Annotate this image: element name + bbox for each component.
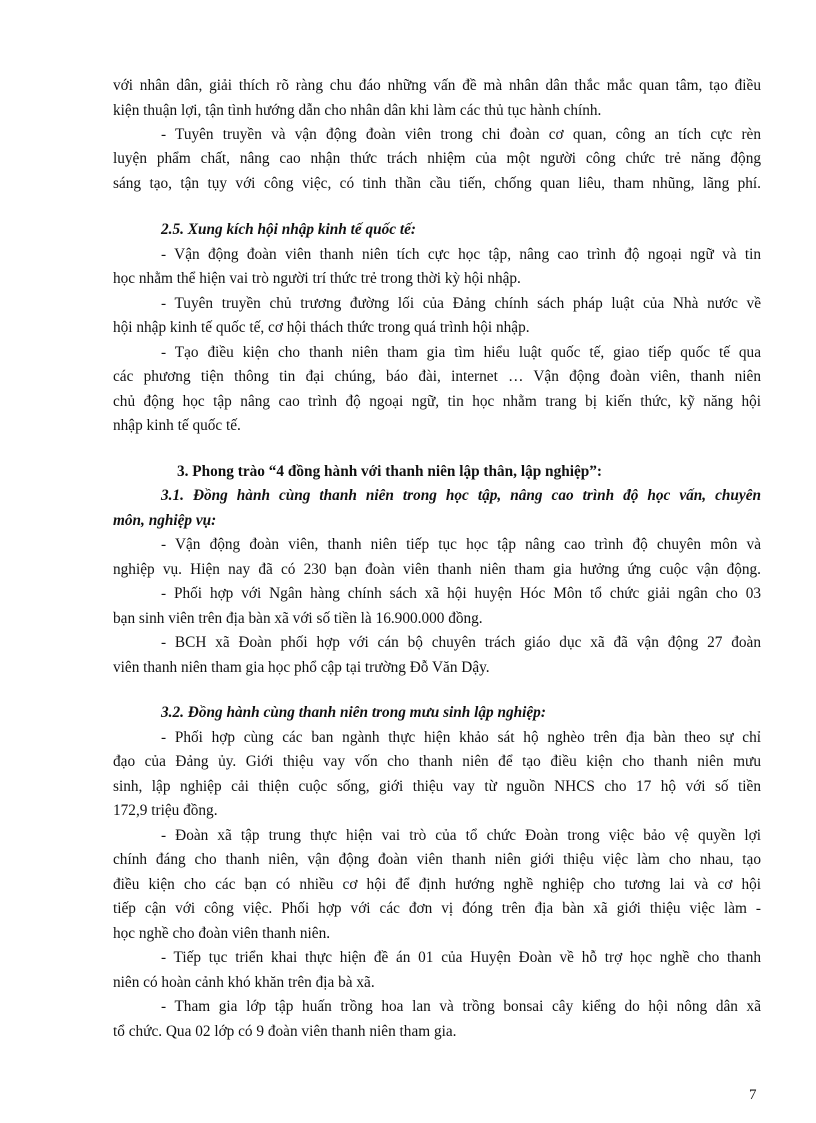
text-line: 172,9 triệu đồng.: [113, 802, 218, 819]
text-line: luyện phẩm chất, nâng cao nhận thức trách nhiệm của một người công chức trẻ năng động: [113, 150, 761, 167]
text-line: các phương tiện thông tin đại chúng, báo đài, internet … Vận động đoàn viên, thanh niên: [113, 368, 761, 385]
page-number: 7: [749, 1087, 757, 1103]
section-heading: 2.5. Xung kích hội nhập kinh tế quốc tế:: [161, 221, 416, 238]
text-line: - Tuyên truyền chủ trương đường lối của Đảng chính sách pháp luật của Nhà nước về: [161, 295, 761, 312]
text-line: - Tuyên truyền và vận động đoàn viên trong chi đoàn cơ quan, công an tích cực rèn: [161, 126, 761, 143]
text-line: với nhân dân, giải thích rõ ràng chu đáo những vấn đề mà nhân dân thắc mắc quan tâm, tạo điều: [113, 77, 761, 94]
text-line: tổ chức. Qua 02 lớp có 9 đoàn viên thanh niên tham gia.: [113, 1023, 457, 1040]
text-line: chính đáng cho thanh niên, vận động đoàn viên thanh niên giới thiệu việc làm cho nhau, tạo: [113, 851, 761, 868]
section-heading: 3. Phong trào “4 đồng hành với thanh niên lập thân, lập nghiệp”:: [177, 463, 603, 480]
text-line: - Phối hợp với Ngân hàng chính sách xã hội huyện Hóc Môn tổ chức giải ngân cho 03: [161, 585, 761, 602]
text-line: đạo của Đảng ủy. Giới thiệu vay vốn cho thanh niên để tạo điều kiện cho thanh niên mưu: [113, 753, 761, 770]
subsection-heading: 3.2. Đồng hành cùng thanh niên trong mưu sinh lập nghiệp:: [161, 704, 546, 721]
text-line: chủ động học tập nâng cao trình độ ngoại ngữ, tin học nhằm trang bị kiến thức, kỹ năng hội: [113, 393, 761, 410]
subsection-heading: môn, nghiệp vụ:: [113, 512, 217, 529]
text-line: - Tham gia lớp tập huấn trồng hoa lan và trồng bonsai cây kiểng do hội nông dân xã: [161, 998, 761, 1015]
text-line: - Phối hợp cùng các ban ngành thực hiện khảo sát hộ nghèo trên địa bàn theo sự chỉ: [161, 729, 761, 746]
text-line: niên có hoàn cảnh khó khăn trên địa bà xã.: [113, 974, 375, 991]
text-line: sáng tạo, tận tụy với công việc, có tinh thần cầu tiến, chống quan liêu, tham nhũng, lãng phí.: [113, 175, 761, 192]
text-line: tiếp cận với công việc. Phối hợp với các đơn vị đóng trên địa bàn xã giới thiệu việc làm -: [113, 900, 761, 917]
text-line: bạn sinh viên trên địa bàn xã với số tiền là 16.900.000 đồng.: [113, 610, 483, 627]
text-line: nghiệp vụ. Hiện nay đã có 230 bạn đoàn viên thanh niên tham gia hưởng ứng cuộc vận động.: [113, 561, 761, 578]
text-line: học nghề cho đoàn viên thanh niên.: [113, 925, 331, 942]
text-line: sinh, lập nghiệp cải thiện cuộc sống, giới thiệu vay từ nguồn NHCS cho 17 hộ với số tiền: [113, 778, 761, 795]
subsection-heading: 3.1. Đồng hành cùng thanh niên trong học tập, nâng cao trình độ học vấn, chuyên: [161, 487, 761, 504]
text-line: - Tạo điều kiện cho thanh niên tham gia tìm hiểu luật quốc tế, giao tiếp quốc tế qua: [161, 344, 761, 361]
text-line: - Vận động đoàn viên thanh niên tích cực học tập, nâng cao trình độ ngoại ngữ và tin: [161, 246, 761, 263]
text-line: - Vận động đoàn viên, thanh niên tiếp tục học tập nâng cao trình độ chuyên môn và: [161, 536, 761, 553]
text-line: - Tiếp tục triển khai thực hiện đề án 01 của Huyện Đoàn về hỗ trợ học nghề cho thanh: [161, 949, 761, 966]
text-line: viên thanh niên tham gia học phổ cập tại trường Đỗ Văn Dậy.: [113, 659, 490, 676]
text-line: điều kiện cho các bạn có nhiều cơ hội để định hướng nghề nghiệp cho tương lai và cơ hội: [113, 876, 761, 893]
text-line: - Đoàn xã tập trung thực hiện vai trò của tổ chức Đoàn trong việc bảo vệ quyền lợi: [161, 827, 761, 844]
text-line: học nhằm thể hiện vai trò người trí thức trẻ trong thời kỳ hội nhập.: [113, 270, 521, 287]
text-line: nhập kinh tế quốc tế.: [113, 417, 241, 434]
text-line: kiện thuận lợi, tận tình hướng dẫn cho nhân dân khi làm các thủ tục hành chính.: [113, 102, 602, 119]
text-line: hội nhập kinh tế quốc tế, cơ hội thách thức trong quá trình hội nhập.: [113, 319, 530, 336]
text-line: - BCH xã Đoàn phối hợp với cán bộ chuyên trách giáo dục xã đã vận động 27 đoàn: [161, 634, 761, 651]
